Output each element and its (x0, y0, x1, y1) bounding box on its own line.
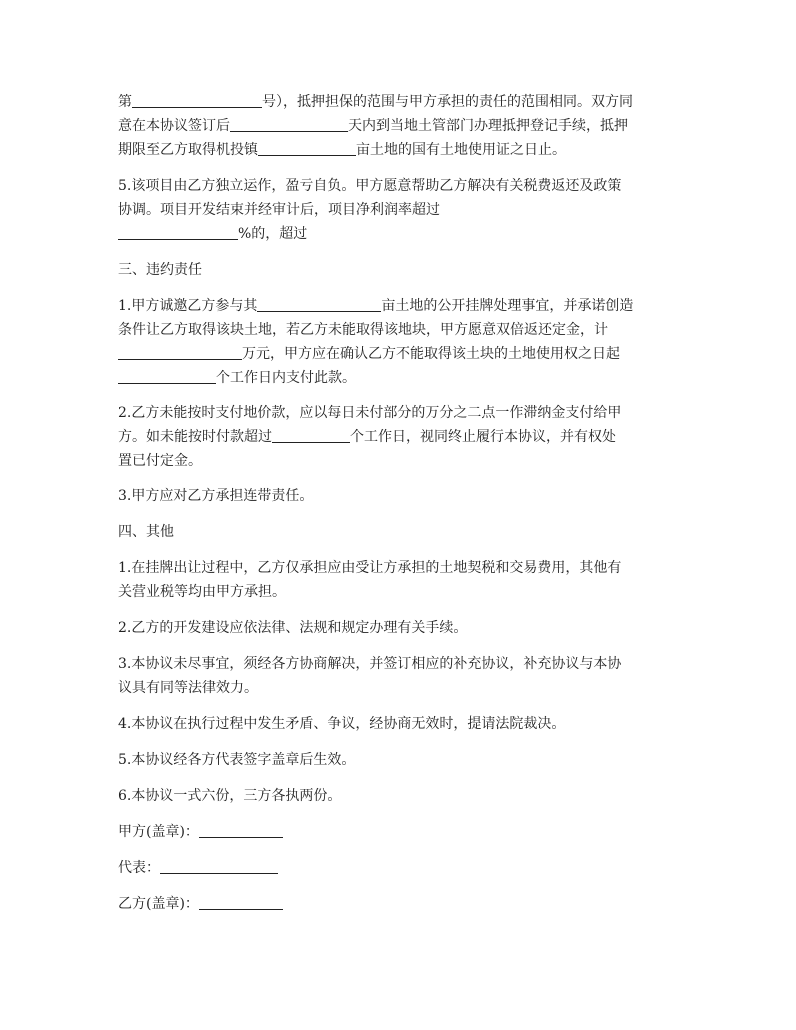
paragraph-other-2 (118, 616, 688, 640)
text: 个工作日，视同终止履行本协议，并有权处 (350, 429, 616, 445)
blank-field (118, 368, 216, 384)
text: 亩土地的国有土地使用证之日止。 (356, 142, 566, 158)
text: 万元，甲方应在确认乙方不能取得该土块的土地使用权之日起 (242, 346, 620, 362)
text: 4.本协议在执行过程中发生矛盾、争议，经协商无效时，提请法院裁决。 (118, 716, 566, 732)
blank-field (118, 344, 242, 360)
text: 个工作日内支付此款。 (216, 370, 356, 386)
paragraph-breach-3 (118, 484, 688, 508)
text: 5.该项目由乙方独立运作，盈亏自负。甲方愿意帮助乙方解决有关税费返还及政策 (118, 178, 622, 194)
signature-label: 代表： (118, 860, 160, 876)
text: 关营业税等均由甲方承担。 (118, 584, 286, 600)
signature-party-a (118, 820, 688, 844)
blank-field (230, 116, 348, 132)
text: 6.本协议一式六份，三方各执两份。 (118, 788, 342, 804)
paragraph-other-6 (118, 784, 688, 808)
text: 3.本协议未尽事宜，须经各方协商解决，并签订相应的补充协议，补充协议与本协 (118, 656, 622, 672)
text: 议具有同等法律效力。 (118, 680, 258, 696)
blank-field (272, 427, 350, 443)
paragraph-other-1 (118, 556, 688, 604)
text: 1.甲方诚邀乙方参与其 (118, 298, 258, 314)
signature-representative (118, 856, 688, 880)
text: 亩土地的公开挂牌处理事宜，并承诺创造 (381, 298, 634, 314)
text: 意在本协议签订后 (118, 118, 230, 134)
blank-field (118, 224, 238, 240)
blank-field (257, 296, 381, 312)
section-heading-other (118, 520, 688, 544)
paragraph-other-5 (118, 748, 688, 772)
signature-label: 甲方(盖章)： (118, 824, 199, 840)
signature-blank (199, 822, 283, 838)
text: 第 (118, 94, 132, 110)
heading-text: 三、违约责任 (118, 262, 202, 278)
signature-party-b (118, 892, 688, 916)
signature-blank (199, 894, 283, 910)
text: 5.本协议经各方代表签字盖章后生效。 (118, 752, 356, 768)
paragraph-breach-1 (118, 294, 688, 390)
heading-text: 四、其他 (118, 524, 174, 540)
text: 期限至乙方取得机投镇 (118, 142, 258, 158)
paragraph-other-3 (118, 652, 688, 700)
paragraph-mortgage-continuation (118, 90, 688, 162)
text: 2.乙方未能按时支付地价款，应以每日未付部分的万分之二点一作滞纳金支付给甲 (118, 405, 622, 421)
paragraph-breach-2 (118, 401, 688, 473)
text: 3.甲方应对乙方承担连带责任。 (118, 488, 314, 504)
text: 2.乙方的开发建设应依法律、法规和规定办理有关手续。 (118, 620, 468, 636)
text: 条件让乙方取得该块土地，若乙方未能取得该地块，甲方愿意双倍返还定金，计 (118, 322, 608, 338)
text: 号），抵押担保的范围与甲方承担的责任的范围相同。双方同 (262, 94, 633, 110)
text: 1.在挂牌出让过程中，乙方仅承担应由受让方承担的土地契税和交易费用，其他有 (118, 560, 622, 576)
signature-label: 乙方(盖章)： (118, 896, 199, 912)
text: 置已付定金。 (118, 453, 202, 469)
text: %的，超过 (238, 226, 308, 242)
blank-field (132, 92, 262, 108)
text: 方。如未能按时付款超过 (118, 429, 272, 445)
text: 天内到当地土管部门办理抵押登记手续，抵押 (348, 118, 628, 134)
text: 协调。项目开发结束并经审计后，项目净利润率超过 (118, 202, 440, 218)
signature-blank (160, 858, 278, 874)
section-heading-breach (118, 258, 688, 282)
paragraph-other-4 (118, 712, 688, 736)
blank-field (258, 140, 356, 156)
paragraph-item-5 (118, 174, 688, 246)
